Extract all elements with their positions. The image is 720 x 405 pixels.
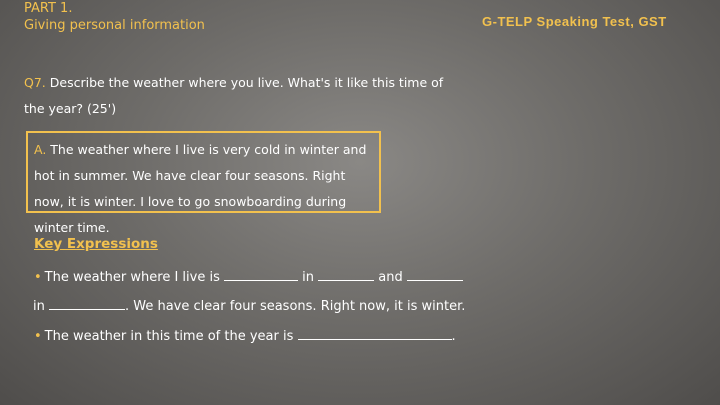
answer-label: A. [34,142,47,157]
blank-line [318,266,374,281]
blank-line [298,325,452,340]
bullet-icon: • [34,270,42,285]
blank-line [224,266,298,281]
section-title: Giving personal information [24,18,205,33]
expression-text: and [374,270,407,285]
part-label: PART 1. [24,1,73,16]
blank-line [49,295,125,310]
key-expression-line-1 [34,266,463,288]
expression-text: . [451,329,456,344]
expression-text: . We have clear four seasons. Right now, it is winter. [124,299,466,314]
answer-box [26,131,381,235]
expression-text: in [297,270,319,285]
key-expressions-title: Key Expressions [34,236,158,252]
bullet-icon: • [34,329,42,344]
blank-line [407,266,463,281]
question [24,70,454,122]
key-expression-line-2 [33,295,465,317]
expression-text: The weather where I live is [44,270,224,285]
answer-text: The weather where I live is very cold in winter and hot in summer. We have clear four seasons. Right now, it is winter. I love to go snowboarding during winter time. [34,142,367,235]
test-title: G-TELP Speaking Test, GST [482,14,667,29]
question-number: Q7. [24,75,46,90]
expression-text: The weather in this time of the year is [44,329,298,344]
key-expression-line-3 [34,325,456,347]
question-text: Describe the weather where you live. What's it like this time of the year? (25') [24,75,444,116]
expression-text: in [33,299,49,314]
